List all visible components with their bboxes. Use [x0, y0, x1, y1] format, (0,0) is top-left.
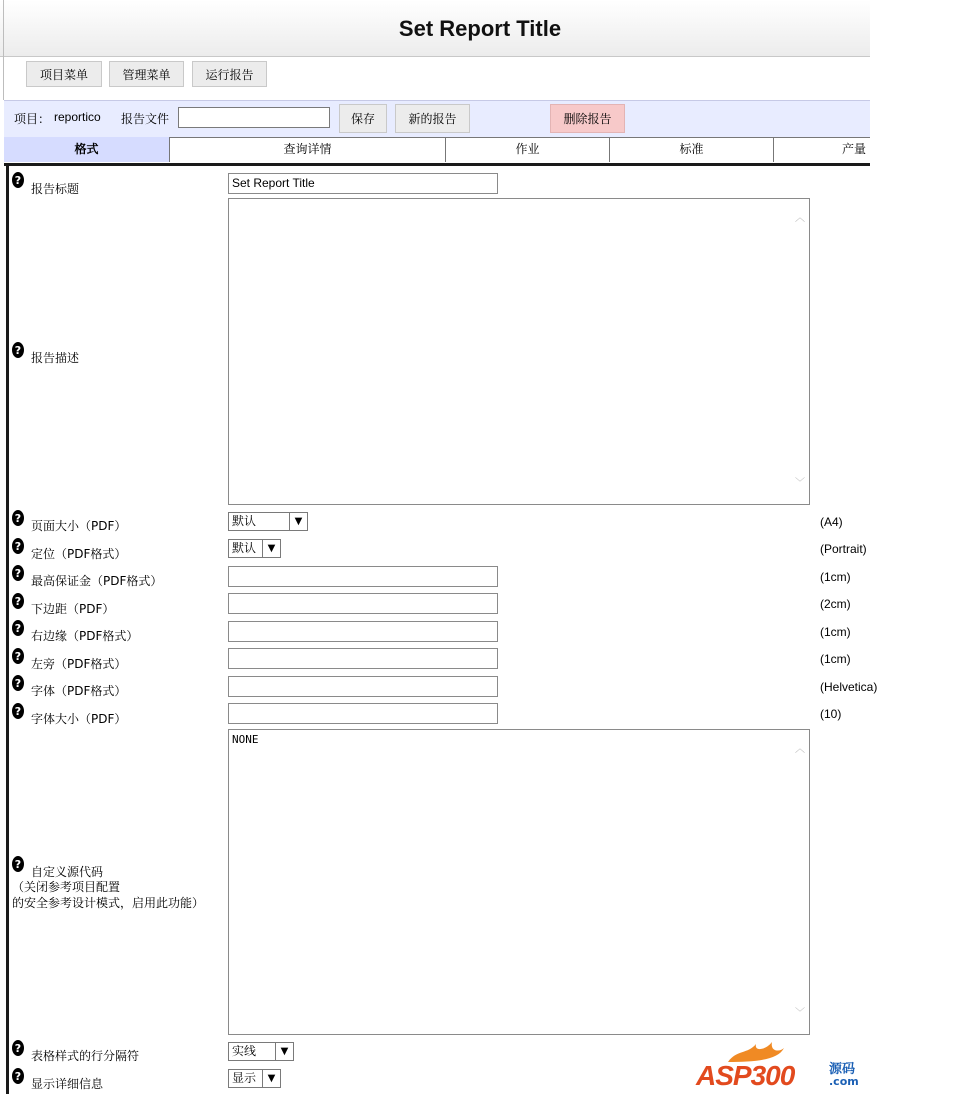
font-size-label: 字体大小（PDF） [31, 712, 127, 726]
orientation-label: 定位（PDF格式） [31, 547, 127, 561]
svg-text:?: ? [14, 677, 22, 690]
left-margin-input[interactable] [228, 648, 498, 669]
svg-text:?: ? [14, 512, 22, 525]
help-icon[interactable] [12, 538, 24, 554]
page-size-hint: (A4) [820, 515, 843, 529]
top-margin-label: 最高保证金（PDF格式） [31, 574, 163, 588]
svg-text:?: ? [14, 540, 22, 553]
left-margin-label: 左旁（PDF格式） [31, 657, 127, 671]
watermark-sub: 源码 [829, 1062, 856, 1077]
watermark-domain: .com [829, 1075, 859, 1088]
help-icon[interactable] [12, 675, 24, 691]
help-icon[interactable] [12, 565, 24, 581]
show-details-value: 显示 [232, 1071, 257, 1085]
help-icon[interactable] [12, 620, 24, 636]
show-details-label: 显示详细信息 [31, 1077, 104, 1091]
help-icon[interactable] [12, 172, 24, 188]
row-separator-select[interactable] [228, 1042, 294, 1061]
custom-source-value: NONE [232, 733, 259, 746]
chevron-down-icon: ▼ [262, 1070, 280, 1087]
report-title-input[interactable]: Set Report Title [228, 173, 498, 194]
svg-text:?: ? [14, 705, 22, 718]
font-input[interactable] [228, 676, 498, 697]
custom-source-note-line2: 的安全参考设计模式，启用此功能） [12, 896, 205, 910]
chevron-down-icon: ▼ [262, 540, 280, 557]
help-icon[interactable] [12, 1068, 24, 1084]
report-file-label: 报告文件 [121, 112, 170, 126]
scroll-up-icon[interactable]: ︿ [795, 744, 805, 755]
delete-report-button[interactable]: 删除报告 [550, 104, 625, 133]
report-file-input[interactable] [178, 107, 330, 128]
top-margin-input[interactable] [228, 566, 498, 587]
admin-menu-button[interactable]: 管理菜单 [109, 61, 184, 87]
tab-query-details[interactable]: 查询详情 [170, 137, 446, 162]
orientation-value: 默认 [232, 541, 257, 555]
right-margin-input[interactable] [228, 621, 498, 642]
project-menu-button[interactable]: 项目菜单 [26, 61, 102, 87]
page-title: Set Report Title [398, 16, 562, 41]
orientation-select[interactable] [228, 539, 281, 558]
help-icon[interactable] [12, 856, 24, 872]
report-description-label: 报告描述 [31, 351, 80, 365]
save-button[interactable]: 保存 [339, 104, 387, 133]
watermark-logo [696, 1040, 864, 1094]
report-title-label: 报告标题 [31, 182, 80, 196]
help-icon[interactable] [12, 703, 24, 719]
svg-text:?: ? [14, 595, 22, 608]
tab-criteria[interactable]: 标准 [610, 137, 774, 162]
scroll-down-icon[interactable]: ﹀ [795, 478, 805, 489]
svg-text:?: ? [14, 1070, 22, 1083]
svg-text:?: ? [14, 174, 22, 187]
tab-assignments[interactable]: 作业 [446, 137, 610, 162]
svg-text:?: ? [14, 344, 22, 357]
page-size-select[interactable] [228, 512, 308, 531]
row-separator-label: 表格样式的行分隔符 [31, 1049, 140, 1063]
help-icon[interactable] [12, 342, 24, 358]
watermark-brand: ASP300 [696, 1060, 795, 1091]
tab-format[interactable]: 格式 [4, 137, 170, 162]
custom-source-note-line1: （关闭参考项目配置 [12, 880, 121, 894]
scroll-down-icon[interactable]: ﹀ [795, 1008, 805, 1019]
bottom-margin-input[interactable] [228, 593, 498, 614]
svg-text:?: ? [14, 650, 22, 663]
svg-text:?: ? [14, 1042, 22, 1055]
font-label: 字体（PDF格式） [31, 684, 127, 698]
help-icon[interactable] [12, 648, 24, 664]
svg-text:?: ? [14, 858, 22, 871]
tab-output[interactable]: 产量 [841, 142, 866, 156]
custom-source-label: 自定义源代码 [31, 865, 104, 879]
svg-text:?: ? [14, 567, 22, 580]
show-details-select[interactable] [228, 1069, 281, 1088]
project-name: reportico [54, 110, 101, 124]
chevron-down-icon: ▼ [289, 513, 307, 530]
bottom-margin-label: 下边距（PDF） [31, 602, 115, 616]
run-report-button[interactable]: 运行报告 [192, 61, 267, 87]
page-size-label: 页面大小（PDF） [31, 519, 127, 533]
svg-text:?: ? [14, 622, 22, 635]
panel-left-border [6, 166, 9, 1094]
panel-top-border [4, 163, 870, 166]
top-margin-hint: (1cm) [820, 570, 851, 584]
right-margin-label: 右边缘（PDF格式） [31, 629, 139, 643]
help-icon[interactable] [12, 593, 24, 609]
page-size-value: 默认 [232, 514, 257, 528]
help-icon[interactable] [12, 1040, 24, 1056]
scroll-up-icon[interactable]: ︿ [795, 213, 805, 224]
left-divider [3, 0, 4, 100]
new-report-button[interactable]: 新的报告 [395, 104, 470, 133]
chevron-down-icon: ▼ [275, 1043, 293, 1060]
left-margin-hint: (1cm) [820, 652, 851, 666]
custom-source-textarea[interactable] [228, 729, 810, 1035]
help-icon[interactable] [12, 510, 24, 526]
orientation-hint: (Portrait) [820, 542, 867, 556]
project-label: 项目： [14, 112, 51, 126]
font-hint: (Helvetica) [820, 680, 878, 694]
right-margin-hint: (1cm) [820, 625, 851, 639]
bottom-margin-hint: (2cm) [820, 597, 851, 611]
row-separator-value: 实线 [232, 1044, 257, 1058]
font-size-input[interactable] [228, 703, 498, 724]
report-description-textarea[interactable] [228, 198, 810, 505]
font-size-hint: (10) [820, 707, 842, 721]
